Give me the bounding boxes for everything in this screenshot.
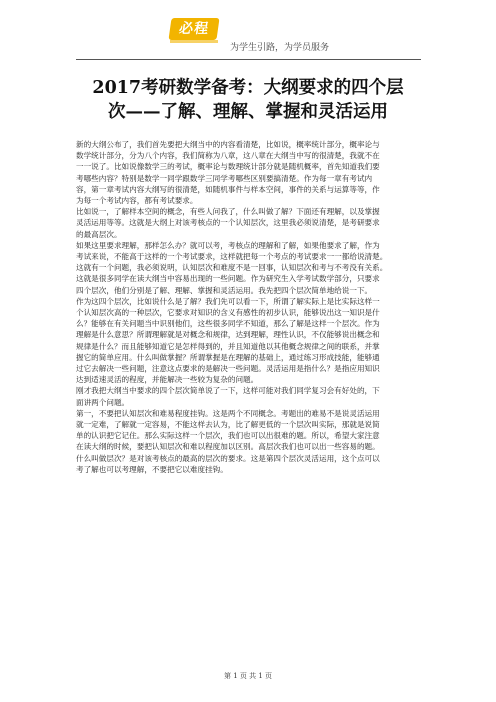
body-text-line: 个认知层次高的一种层次，它要求对知识的含义有感性的初步认识，能够说出这一知识是什 — [76, 308, 380, 318]
header-divider — [76, 59, 421, 60]
body-text-line: 比如说一，了解样本空间的概念，有些人问我了，什么叫做了解？下面还有理解，以及掌握 — [76, 207, 380, 217]
body-text-line: 在读大纲的时候，要把认知层次和难以程度加以区别。高层次我们也可以出一些容易的题。 — [76, 442, 380, 452]
body-text-line: 这就有一个问题，我必须说明，认知层次和难度不是一回事，认知层次和考与不考没有关系。 — [76, 263, 388, 273]
title-line-1: 2017考研数学备考：大纲要求的四个层 — [92, 78, 404, 98]
body-text-line: 面讲两个问题。 — [76, 397, 130, 407]
body-text-line: 考哪些内容？特别是数学一同学跟数学三同学考哪些区别要搞清楚。作为每一章有考试内 — [76, 173, 373, 183]
body-text-line: 这就是很多同学在读大纲当中容易出现的一些问题。作为研究生入学考试数学部分，只要求 — [76, 274, 380, 284]
body-text-line: 规律是什么？而且能够知道它是怎样得到的，并且知道他以其他概念规律之间的联系，并掌 — [76, 341, 380, 351]
body-text-line: 数学统计部分，分为八个内容，我们简称为八章，这八章在大纲当中写的很清楚，我就不在 — [76, 151, 380, 161]
body-text-line: 考试来说，不能高于这样的一个考试要求，这样就把每一个考点的考试要求一一都给说清楚。 — [76, 252, 388, 262]
article-body — [76, 139, 422, 475]
body-text-line: 理解是什么意思？所谓理解就是对概念和规律，达到理解，理性认识，不仅能够说出概念和 — [76, 330, 380, 340]
body-text-line: 么？能够在有关问题当中识别他们，这些很多同学不知道，那么了解是这样一个层次。作为 — [76, 319, 380, 329]
body-text-line: 过它去解决一些问题，注意这点要求的是解决一些问题。灵活运用是指什么？是指应用知识 — [76, 364, 380, 374]
body-text-line: 作为这四个层次，比如说什么是了解？我们先可以看一下，所谓了解实际上是比实际这样一 — [76, 296, 380, 306]
body-text-line: 刚才我把大纲当中要求的四个层次简单说了一下，这样可能对我们同学复习会有好处的，下 — [76, 386, 380, 396]
logo-underline — [170, 40, 218, 43]
body-text-line: 握它的简单应用。什么叫做掌握？所谓掌握是在理解的基础上，通过练习形成技能，能够通 — [76, 352, 380, 362]
body-text-line: 四个层次，他们分别是了解、理解、掌握和灵活运用。我先把四个层次简单地给说一下。 — [76, 285, 373, 295]
body-text-line: 就一定难，了解就一定容易，不能这样去认为，比了解更低的一个层次叫实际，那就是说简 — [76, 420, 380, 430]
title-line-2: 次——了解、理解、掌握和灵活运用 — [108, 102, 388, 122]
body-text-line: 什么叫做层次？是对该考核点的最高的层次的要求。这是第四个层次灵活运用，这个点可以 — [76, 453, 380, 463]
body-text-line: 一一说了。比如说像数学三的考试，概率论与数理统计部分就是随机概率，首先知道我们要 — [76, 162, 380, 172]
body-text-line: 的最高层次。 — [76, 229, 122, 239]
document-title — [70, 76, 426, 124]
body-text-line: 容，第一章考试内容大纲写的很清楚，如随机事件与样本空间，事件的关系与运算等等，作 — [76, 184, 380, 194]
body-text-line: 考了解也可以考理解，不要把它以难度挂钩。 — [76, 464, 228, 474]
body-text-line: 为每一个考试内容，都有考试要求。 — [76, 196, 198, 206]
body-text-line: 灵活运用等等。这就是大纲上对该考核点的一个认知层次，这里我必须说清楚，是考研要求 — [76, 218, 380, 228]
header-slogan: 为学生引路，为学员服务 — [230, 43, 330, 53]
page-number: 第 1 页 共 1 页 — [223, 672, 273, 680]
brand-logo: 必程 — [168, 18, 219, 40]
body-text-line: 如果这里要求理解，那样怎么办？就可以考，考核点的理解和了解，如果他要求了解，作为 — [76, 240, 380, 250]
body-text-line: 新的大纲公布了，我们首先要把大纲当中的内容看清楚，比如说，概率统计部分，概率论与 — [76, 140, 380, 149]
body-text-line: 第一，不要把认知层次和难易程度挂钩。这是两个不同概念。考题出的难易不是说灵活运用 — [76, 408, 380, 418]
body-text-line: 达到适速灵活的程度，并能解决一些较为复杂的问题。 — [76, 375, 259, 385]
body-text-line: 单的认识把它记住。那么实际这样一个层次，我们也可以出很难的题。所以，希望大家注意 — [76, 431, 380, 441]
